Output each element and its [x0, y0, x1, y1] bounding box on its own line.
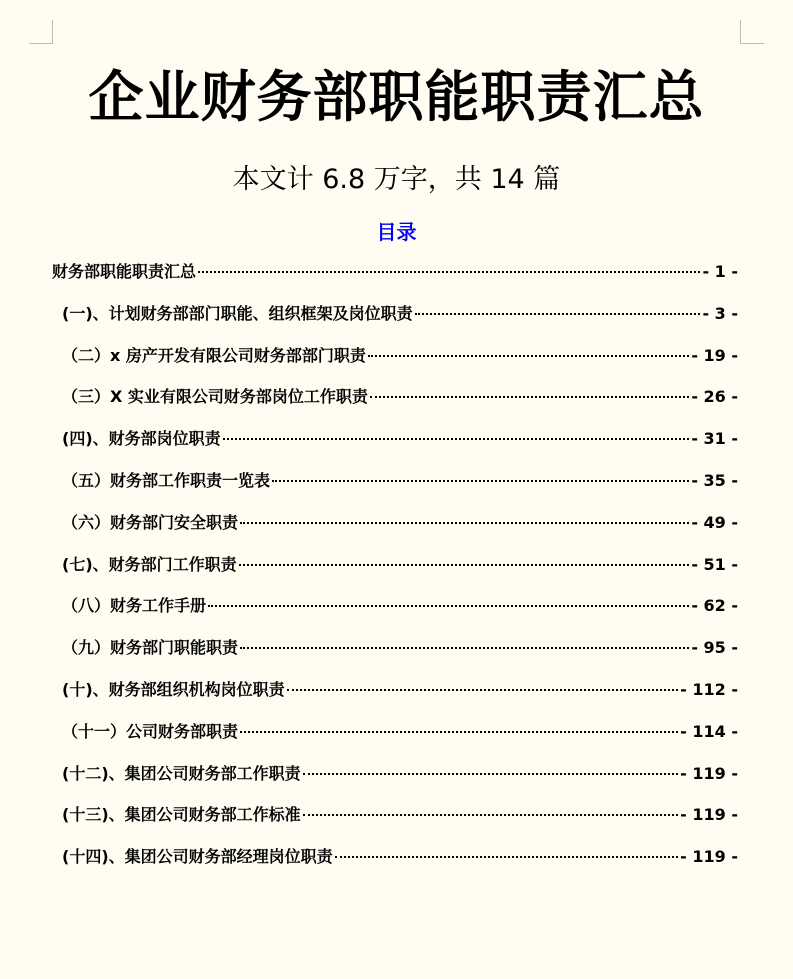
toc-entry-page: - 35 - — [691, 470, 738, 490]
toc-entry-page: - 95 - — [691, 638, 738, 658]
toc-entry-page: - 19 - — [691, 345, 738, 365]
toc-entry[interactable] — [52, 259, 738, 301]
toc-entry-page: - 31 - — [691, 429, 738, 449]
toc-entry-page: - 1 - — [702, 262, 738, 281]
toc-dot-leader — [208, 605, 689, 607]
toc-entry[interactable] — [52, 761, 738, 803]
toc-dot-leader — [303, 773, 679, 775]
toc-dot-leader — [272, 480, 689, 482]
toc-dot-leader — [335, 856, 679, 858]
toc-entry-page: - 114 - — [680, 721, 738, 741]
page-corner-mark-top-left — [29, 20, 53, 44]
toc-entry-title: （五）财务部工作职责一览表 — [62, 470, 271, 490]
toc-dot-leader — [368, 355, 689, 357]
toc-entry-title: （六）财务部门安全职责 — [62, 512, 239, 532]
toc-entry-title: （十一）公司财务部职责 — [62, 721, 239, 741]
document-subtitle: 本文计 6.8 万字，共 14 篇 — [232, 164, 561, 195]
toc-entry[interactable] — [52, 426, 738, 468]
toc-entry[interactable] — [52, 677, 738, 719]
toc-entry[interactable] — [52, 552, 738, 594]
toc-entry-title: （三）X 实业有限公司财务部岗位工作职责 — [62, 387, 368, 407]
toc-entry[interactable] — [52, 719, 738, 761]
toc-entry[interactable] — [52, 343, 738, 385]
toc-dot-leader — [240, 647, 689, 649]
toc-entry-title: (十四)、集团公司财务部经理岗位职责 — [62, 847, 333, 867]
toc-entry-page: - 119 - — [680, 847, 738, 867]
toc-dot-leader — [223, 438, 690, 440]
toc-entry-title: (十)、财务部组织机构岗位职责 — [62, 679, 285, 699]
toc-entry-title: （八）财务工作手册 — [62, 596, 207, 616]
toc-entry[interactable] — [52, 844, 738, 886]
toc-entry-title: （九）财务部门职能职责 — [62, 638, 239, 658]
document-title: 企业财务部职能职责汇总 — [88, 65, 705, 129]
toc-dot-leader — [240, 522, 689, 524]
table-of-contents — [52, 259, 738, 886]
toc-dot-leader — [287, 689, 679, 691]
toc-entry[interactable] — [52, 510, 738, 552]
toc-entry-title: 财务部职能职责汇总 — [52, 262, 197, 281]
toc-entry-title: (十二)、集团公司财务部工作职责 — [62, 763, 301, 783]
toc-entry[interactable] — [52, 301, 738, 343]
toc-entry-page: - 3 - — [702, 303, 738, 323]
toc-dot-leader — [415, 313, 701, 315]
toc-dot-leader — [303, 814, 679, 816]
toc-entry-title: (四)、财务部岗位职责 — [62, 429, 221, 449]
toc-entry-title: (十三)、集团公司财务部工作标准 — [62, 805, 301, 825]
toc-dot-leader — [239, 564, 690, 566]
toc-entry-page: - 49 - — [691, 512, 738, 532]
toc-entry[interactable] — [52, 635, 738, 677]
toc-entry-title: (七)、财务部门工作职责 — [62, 554, 237, 574]
toc-entry[interactable] — [52, 593, 738, 635]
toc-entry-page: - 51 - — [691, 554, 738, 574]
toc-entry[interactable] — [52, 384, 738, 426]
toc-entry-page: - 62 - — [691, 596, 738, 616]
toc-entry-page: - 119 - — [680, 805, 738, 825]
toc-entry-title: (一)、计划财务部部门职能、组织框架及岗位职责 — [62, 303, 413, 323]
toc-dot-leader — [240, 731, 678, 733]
toc-heading: 目录 — [376, 220, 417, 244]
toc-dot-leader — [198, 271, 700, 273]
toc-entry-page: - 112 - — [680, 679, 738, 699]
toc-entry[interactable] — [52, 468, 738, 510]
toc-entry-title: （二）x 房产开发有限公司财务部部门职责 — [62, 345, 366, 365]
toc-dot-leader — [370, 396, 689, 398]
toc-entry-page: - 26 - — [691, 387, 738, 407]
toc-entry[interactable] — [52, 802, 738, 844]
toc-entry-page: - 119 - — [680, 763, 738, 783]
page-corner-mark-top-right — [740, 20, 764, 44]
